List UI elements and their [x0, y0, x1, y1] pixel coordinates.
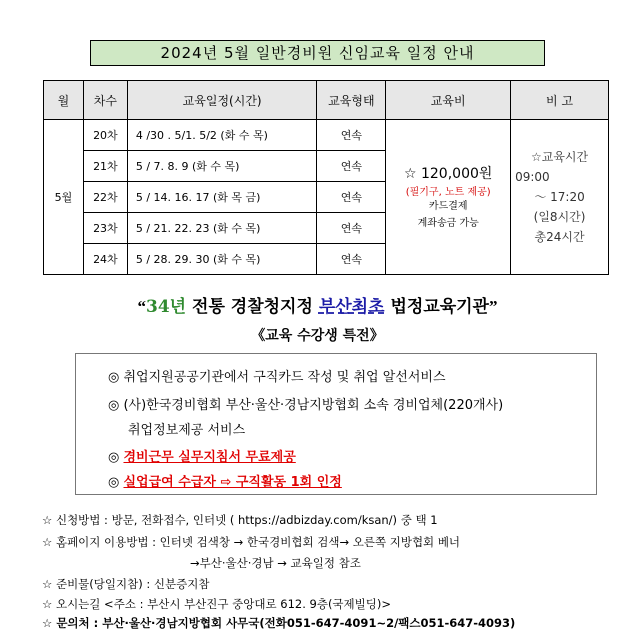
benefit-mark: ◎	[108, 450, 124, 465]
benefit-item	[108, 446, 296, 465]
round-cell: 24차	[83, 244, 127, 275]
schedule-table	[43, 80, 609, 275]
benefit-item: ◎ 취업지원공공기관에서 구직카드 작성 및 취업 알선서비스	[108, 370, 446, 385]
remark-line: ～ 17:20	[534, 190, 585, 204]
round-cell: 23차	[83, 213, 127, 244]
remark-line: 09:00	[515, 170, 550, 184]
schedule-cell: 4 /30 . 5/1. 5/2 (화 수 목)	[127, 120, 317, 151]
type-cell: 연속	[317, 182, 386, 213]
type-cell: 연속	[317, 120, 386, 151]
info-homepage: ☆ 홈페이지 이용방법 : 인터넷 검색창 → 한국경비협회 검색→ 오른쪽 지방협회 베너	[42, 535, 461, 549]
remark-line: 총24시간	[534, 230, 585, 244]
benefit-item-cont: 취업정보제공 서비스	[128, 423, 246, 438]
schedule-cell: 5 / 21. 22. 23 (화 수 목)	[127, 213, 317, 244]
round-cell: 20차	[83, 120, 127, 151]
info-contact: ☆ 문의처 : 부산·울산·경남지방협회 사무국(전화051-647-4091~2/팩스051-647-4093)	[42, 616, 516, 630]
round-cell: 22차	[83, 182, 127, 213]
remark-line: ☆교육시간	[530, 150, 589, 164]
benefit-item: ◎ (사)한국경비협회 부산·울산·경남지방협회 소속 경비업체(220개사)	[108, 398, 504, 413]
remark-line: (일8시간)	[533, 210, 586, 224]
header-type: 교육형태	[317, 81, 386, 120]
headline-text: 전통 경찰청지정	[186, 297, 319, 317]
fee-payment-transfer: 계좌송금 가능	[417, 217, 479, 229]
header-remark: 비 고	[511, 81, 609, 120]
type-cell: 연속	[317, 213, 386, 244]
info-homepage-cont: →부산·울산·경남 → 교육일정 참조	[190, 556, 361, 570]
benefit-mark: ◎	[108, 475, 124, 490]
benefit-highlight: 실업급여 수급자 ⇨ 구직활동 1회 인정	[123, 475, 342, 490]
page-title: 2024년 5월 일반경비원 신임교육 일정 안내	[90, 40, 545, 66]
info-apply: ☆ 신청방법 : 방문, 전화접수, 인터넷 ( https://adbizday.com/ksan/) 중 택 1	[42, 513, 438, 527]
header-round: 차수	[83, 81, 127, 120]
fee-amount: ☆ 120,000원	[403, 165, 493, 182]
benefit-highlight: 경비근무 실무지침서 무료제공	[123, 450, 296, 465]
headline-years: 34년	[146, 297, 187, 317]
header-schedule: 교육일정(시간)	[127, 81, 317, 120]
headline-open-quote: “	[137, 297, 147, 316]
headline-highlight: 부산최초	[318, 297, 385, 317]
schedule-cell: 5 / 14. 16. 17 (화 목 금)	[127, 182, 317, 213]
info-directions: ☆ 오시는길 <주소 : 부산시 부산진구 중앙대로 612. 9층(국제빌딩)>	[42, 597, 391, 611]
fee-note: (필기구, 노트 제공)	[405, 186, 491, 198]
schedule-cell: 5 / 28. 29. 30 (화 수 목)	[127, 244, 317, 275]
remark-cell	[511, 120, 609, 275]
schedule-cell: 5 / 7. 8. 9 (화 수 목)	[127, 151, 317, 182]
benefit-item	[108, 471, 342, 490]
fee-payment-card: 카드결제	[428, 200, 468, 212]
month-cell: 5월	[44, 120, 84, 275]
table-row	[44, 120, 609, 151]
type-cell: 연속	[317, 244, 386, 275]
info-prepare: ☆ 준비물(당일지참) : 신분증지참	[42, 577, 210, 591]
round-cell: 21차	[83, 151, 127, 182]
benefits-box	[75, 353, 597, 495]
header-month: 월	[44, 81, 84, 120]
headline	[0, 292, 635, 317]
headline-close-quote: ”	[488, 297, 498, 316]
header-fee: 교육비	[386, 81, 511, 120]
headline-text-end: 법정교육기관	[384, 297, 489, 317]
table-header-row	[44, 81, 609, 120]
type-cell: 연속	[317, 151, 386, 182]
fee-cell	[386, 120, 511, 275]
benefits-heading: 《교육 수강생 특전》	[251, 328, 384, 344]
